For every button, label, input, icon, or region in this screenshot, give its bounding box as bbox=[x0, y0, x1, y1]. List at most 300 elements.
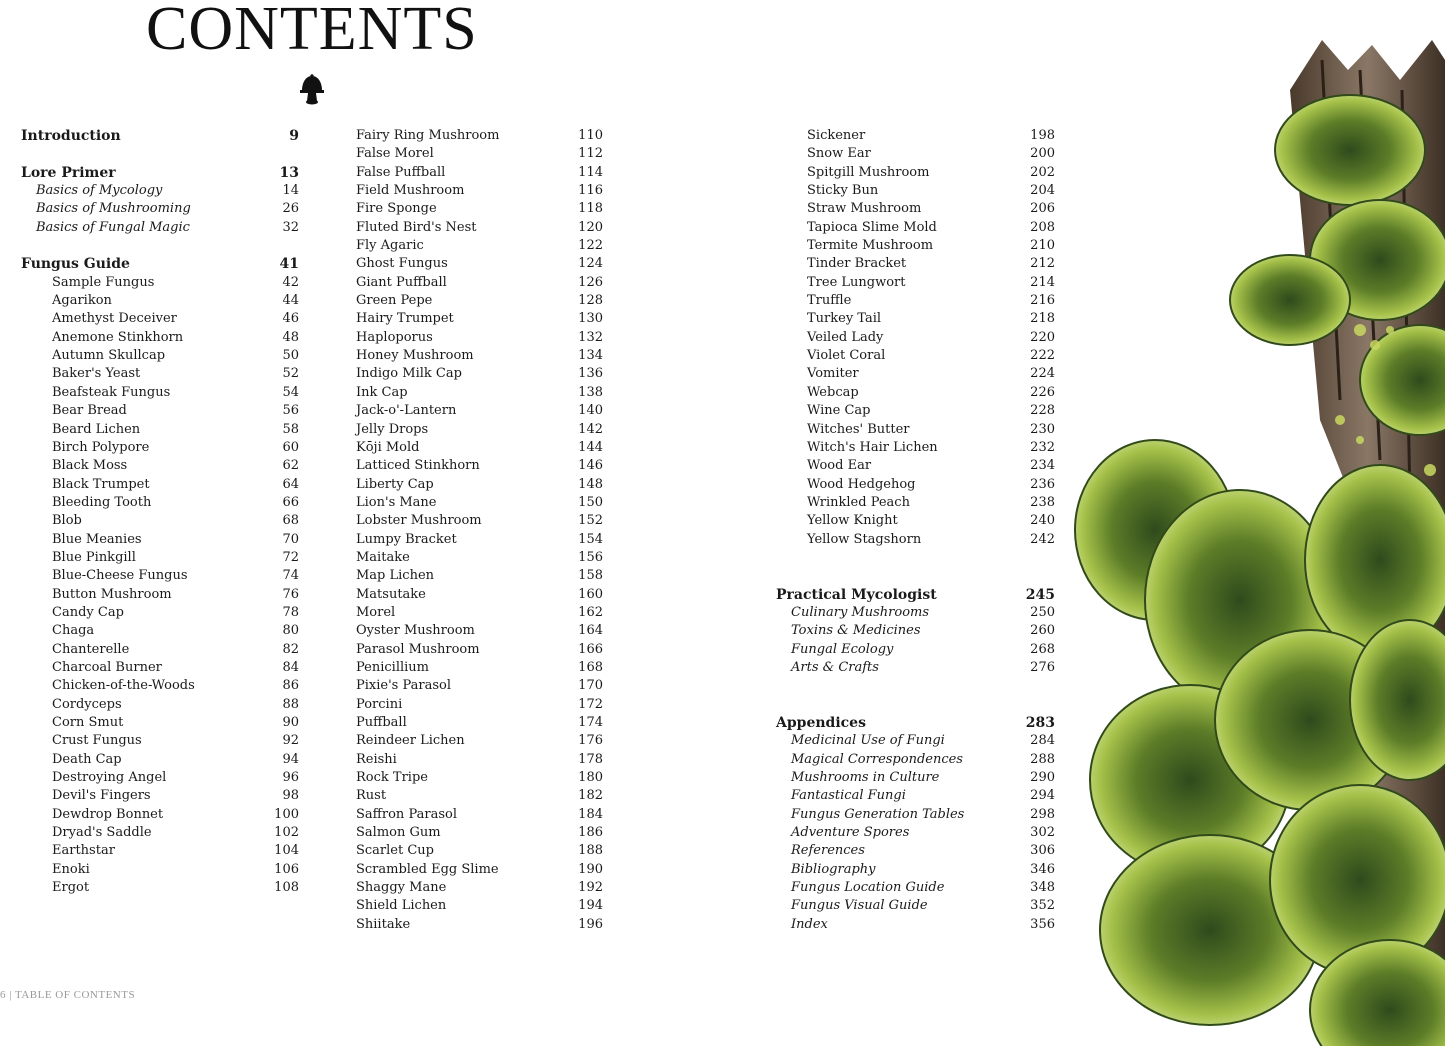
toc-entry-title: Snow Ear bbox=[807, 146, 871, 162]
toc-page-number: 138 bbox=[578, 384, 603, 400]
toc-entry-fairy-ring-mushroom[interactable] bbox=[356, 127, 603, 145]
toc-page-number: 60 bbox=[282, 439, 299, 455]
toc-entry-baker-s-yeast[interactable] bbox=[21, 365, 299, 383]
toc-entry-indigo-milk-cap[interactable] bbox=[356, 365, 603, 383]
toc-entry-mushrooms-in-culture[interactable] bbox=[776, 769, 1055, 787]
toc-entry-title: Devil's Fingers bbox=[52, 788, 151, 804]
toc-entry-k-ji-mold[interactable] bbox=[356, 439, 603, 457]
toc-spacer bbox=[776, 696, 1055, 714]
toc-page-number: 228 bbox=[1030, 403, 1055, 419]
toc-entry-title: Truffle bbox=[807, 293, 852, 309]
toc-section-introduction[interactable] bbox=[21, 127, 299, 145]
toc-entry-title: Button Mushroom bbox=[52, 586, 172, 602]
toc-page-number: 168 bbox=[578, 659, 603, 675]
toc-page-number: 78 bbox=[282, 604, 299, 620]
toc-entry-title: Beard Lichen bbox=[52, 421, 141, 437]
toc-entry-anemone-stinkhorn[interactable] bbox=[21, 329, 299, 347]
toc-entry-title: Candy Cap bbox=[52, 604, 124, 620]
toc-entry-yellow-knight[interactable] bbox=[776, 512, 1055, 530]
toc-page-number: 52 bbox=[282, 366, 299, 382]
toc-entry-title: Introduction bbox=[21, 128, 121, 144]
toc-entry-title: Shiitake bbox=[356, 916, 411, 932]
toc-spacer bbox=[776, 549, 1055, 567]
toc-entry-dryad-s-saddle[interactable] bbox=[21, 824, 299, 842]
toc-entry-crust-fungus[interactable] bbox=[21, 732, 299, 750]
toc-entry-title: Ergot bbox=[52, 880, 90, 896]
toc-entry-sticky-bun[interactable] bbox=[776, 182, 1055, 200]
toc-entry-rust[interactable] bbox=[356, 787, 603, 805]
toc-entry-death-cap[interactable] bbox=[21, 751, 299, 769]
toc-entry-scarlet-cup[interactable] bbox=[356, 842, 603, 860]
toc-page-number: 48 bbox=[282, 329, 299, 345]
toc-page-number: 110 bbox=[578, 128, 603, 143]
toc-entry-title: Blue-Cheese Fungus bbox=[52, 568, 188, 584]
toc-entry-culinary-mushrooms[interactable] bbox=[776, 604, 1055, 622]
toc-page-number: 158 bbox=[578, 568, 603, 584]
toc-entry-wrinkled-peach[interactable] bbox=[776, 494, 1055, 512]
toc-entry-false-morel[interactable] bbox=[356, 145, 603, 163]
toc-entry-pixie-s-parasol[interactable] bbox=[356, 677, 603, 695]
toc-entry-termite-mushroom[interactable] bbox=[776, 237, 1055, 255]
toc-page-number: 96 bbox=[282, 770, 299, 786]
toc-entry-candy-cap[interactable] bbox=[21, 604, 299, 622]
toc-page-number: 174 bbox=[578, 715, 603, 730]
toc-entry-salmon-gum[interactable] bbox=[356, 824, 603, 842]
toc-entry-basics-of-fungal-magic[interactable] bbox=[21, 219, 299, 237]
toc-entry-straw-mushroom[interactable] bbox=[776, 200, 1055, 218]
toc-entry-title: Cordyceps bbox=[52, 696, 122, 712]
toc-entry-title: Penicillium bbox=[356, 659, 429, 675]
toc-entry-title: Turkey Tail bbox=[807, 311, 882, 327]
toc-entry-title: Medicinal Use of Fungi bbox=[791, 733, 945, 749]
toc-entry-title: Magical Correspondences bbox=[791, 751, 963, 767]
toc-entry-title: Fungus Guide bbox=[21, 256, 130, 273]
toc-section-lore-primer[interactable] bbox=[21, 164, 299, 182]
toc-entry-title: Webcap bbox=[807, 384, 859, 400]
toc-page-number: 104 bbox=[274, 843, 299, 859]
toc-entry-title: Beafsteak Fungus bbox=[52, 384, 171, 400]
toc-page-number: 84 bbox=[282, 659, 299, 675]
toc-entry-title: Jack-o'-Lantern bbox=[356, 403, 457, 419]
toc-page-number: 298 bbox=[1030, 806, 1055, 822]
toc-entry-beard-lichen[interactable] bbox=[21, 421, 299, 439]
toc-entry-title: Jelly Drops bbox=[356, 421, 429, 437]
toc-entry-tree-lungwort[interactable] bbox=[776, 274, 1055, 292]
toc-entry-shield-lichen[interactable] bbox=[356, 897, 603, 915]
toc-entry-title: Blue Meanies bbox=[52, 531, 142, 547]
toc-entry-rock-tripe[interactable] bbox=[356, 769, 603, 787]
toc-entry-title: Mushrooms in Culture bbox=[791, 770, 940, 786]
toc-entry-fungus-visual-guide[interactable] bbox=[776, 897, 1055, 915]
toc-section-fungus-guide[interactable] bbox=[21, 255, 299, 273]
toc-entry-saffron-parasol[interactable] bbox=[356, 806, 603, 824]
toc-entry-title: Baker's Yeast bbox=[52, 366, 141, 382]
toc-entry-title: Bibliography bbox=[791, 861, 876, 877]
toc-entry-wine-cap[interactable] bbox=[776, 402, 1055, 420]
toc-page-number: 240 bbox=[1030, 513, 1055, 529]
toc-entry-vomiter[interactable] bbox=[776, 365, 1055, 383]
toc-entry-wood-ear[interactable] bbox=[776, 457, 1055, 475]
toc-page-number: 222 bbox=[1030, 348, 1055, 364]
mushroom-icon bbox=[299, 74, 325, 106]
toc-entry-maitake[interactable] bbox=[356, 549, 603, 567]
toc-entry-title: Dryad's Saddle bbox=[52, 825, 152, 841]
toc-entry-blue-cheese-fungus[interactable] bbox=[21, 567, 299, 585]
toc-entry-arts-crafts[interactable] bbox=[776, 659, 1055, 677]
toc-entry-scrambled-egg-slime[interactable] bbox=[356, 861, 603, 879]
toc-section-appendices[interactable] bbox=[776, 714, 1055, 732]
toc-page-number: 26 bbox=[282, 201, 299, 217]
toc-entry-title: Liberty Cap bbox=[356, 476, 434, 492]
toc-page-number: 346 bbox=[1030, 861, 1055, 877]
toc-entry-title: Amethyst Deceiver bbox=[52, 311, 177, 327]
toc-page-number: 212 bbox=[1030, 256, 1055, 272]
toc-entry-violet-coral[interactable] bbox=[776, 347, 1055, 365]
toc-entry-index[interactable] bbox=[776, 916, 1055, 934]
toc-page-number: 184 bbox=[578, 806, 603, 822]
toc-page-number: 68 bbox=[282, 513, 299, 529]
toc-page-number: 136 bbox=[578, 366, 603, 382]
toc-entry-title: Birch Polypore bbox=[52, 439, 150, 455]
toc-entry-haploporus[interactable] bbox=[356, 329, 603, 347]
turkey-tail-fungus-illustration bbox=[1060, 0, 1445, 1046]
toc-entry-title: Oyster Mushroom bbox=[356, 623, 475, 639]
toc-page-number: 188 bbox=[578, 843, 603, 859]
toc-entry-basics-of-mycology[interactable] bbox=[21, 182, 299, 200]
toc-entry-title: Practical Mycologist bbox=[776, 586, 937, 603]
toc-column-middle bbox=[356, 127, 603, 934]
toc-entry-title: Rust bbox=[356, 788, 387, 804]
toc-entry-adventure-spores[interactable] bbox=[776, 824, 1055, 842]
toc-entry-title: Sickener bbox=[807, 128, 866, 143]
toc-entry-shaggy-mane[interactable] bbox=[356, 879, 603, 897]
toc-page-number: 74 bbox=[282, 568, 299, 584]
toc-entry-title: Blue Pinkgill bbox=[52, 549, 136, 565]
toc-entry-false-puffball[interactable] bbox=[356, 164, 603, 182]
toc-entry-title: Fungus Visual Guide bbox=[791, 898, 928, 914]
toc-page-number: 146 bbox=[578, 458, 603, 474]
toc-entry-dewdrop-bonnet[interactable] bbox=[21, 806, 299, 824]
toc-entry-title: Dewdrop Bonnet bbox=[52, 806, 164, 822]
toc-entry-autumn-skullcap[interactable] bbox=[21, 347, 299, 365]
toc-entry-reindeer-lichen[interactable] bbox=[356, 732, 603, 750]
toc-entry-fungus-location-guide[interactable] bbox=[776, 879, 1055, 897]
toc-entry-jack-o-lantern[interactable] bbox=[356, 402, 603, 420]
toc-page-number: 172 bbox=[578, 696, 603, 712]
toc-page-number: 208 bbox=[1030, 219, 1055, 235]
toc-page-number: 66 bbox=[282, 494, 299, 510]
toc-page-number: 41 bbox=[279, 256, 299, 273]
toc-entry-title: Wood Hedgehog bbox=[807, 476, 916, 492]
toc-page-number: 220 bbox=[1030, 329, 1055, 345]
toc-page-number: 50 bbox=[282, 348, 299, 364]
toc-entry-title: Lore Primer bbox=[21, 164, 116, 181]
toc-entry-earthstar[interactable] bbox=[21, 842, 299, 860]
toc-entry-spitgill-mushroom[interactable] bbox=[776, 164, 1055, 182]
toc-entry-fungus-generation-tables[interactable] bbox=[776, 806, 1055, 824]
toc-entry-giant-puffball[interactable] bbox=[356, 274, 603, 292]
toc-entry-amethyst-deceiver[interactable] bbox=[21, 310, 299, 328]
toc-entry-yellow-stagshorn[interactable] bbox=[776, 531, 1055, 549]
toc-entry-beafsteak-fungus[interactable] bbox=[21, 384, 299, 402]
toc-page-number: 268 bbox=[1030, 641, 1055, 657]
toc-page-number: 100 bbox=[274, 806, 299, 822]
toc-entry-webcap[interactable] bbox=[776, 384, 1055, 402]
toc-page-number: 290 bbox=[1030, 770, 1055, 786]
toc-entry-medicinal-use-of-fungi[interactable] bbox=[776, 732, 1055, 750]
toc-entry-lion-s-mane[interactable] bbox=[356, 494, 603, 512]
toc-entry-title: Fungal Ecology bbox=[791, 641, 894, 657]
toc-page-number: 62 bbox=[282, 458, 299, 474]
toc-entry-agarikon[interactable] bbox=[21, 292, 299, 310]
toc-entry-title: Rock Tripe bbox=[356, 770, 428, 786]
toc-entry-sickener[interactable] bbox=[776, 127, 1055, 145]
toc-entry-title: Earthstar bbox=[52, 843, 115, 859]
toc-page-number: 196 bbox=[578, 916, 603, 932]
toc-entry-title: Honey Mushroom bbox=[356, 348, 474, 364]
toc-entry-title: Toxins & Medicines bbox=[791, 623, 921, 639]
toc-spacer bbox=[21, 145, 299, 163]
toc-entry-title: Scarlet Cup bbox=[356, 843, 434, 859]
toc-entry-title: Culinary Mushrooms bbox=[791, 604, 930, 620]
toc-entry-wood-hedgehog[interactable] bbox=[776, 476, 1055, 494]
toc-entry-title: Bleeding Tooth bbox=[52, 494, 152, 510]
toc-entry-chanterelle[interactable] bbox=[21, 641, 299, 659]
toc-page-number: 238 bbox=[1030, 494, 1055, 510]
toc-entry-devil-s-fingers[interactable] bbox=[21, 787, 299, 805]
toc-entry-title: Corn Smut bbox=[52, 715, 124, 730]
toc-entry-title: Wood Ear bbox=[807, 458, 872, 474]
toc-page-number: 226 bbox=[1030, 384, 1055, 400]
toc-entry-title: Basics of Mycology bbox=[36, 183, 163, 199]
toc-entry-title: Violet Coral bbox=[807, 348, 886, 364]
page-title: CONTENTS bbox=[146, 0, 478, 63]
toc-entry-ink-cap[interactable] bbox=[356, 384, 603, 402]
toc-entry-title: Destroying Angel bbox=[52, 770, 167, 786]
toc-page-number: 348 bbox=[1030, 880, 1055, 896]
toc-entry-bibliography[interactable] bbox=[776, 861, 1055, 879]
toc-entry-cordyceps[interactable] bbox=[21, 696, 299, 714]
toc-entry-title: Witch's Hair Lichen bbox=[807, 439, 938, 455]
toc-entry-blue-meanies[interactable] bbox=[21, 531, 299, 549]
toc-entry-title: Chicken-of-the-Woods bbox=[52, 678, 195, 694]
toc-entry-reishi[interactable] bbox=[356, 751, 603, 769]
toc-page-number: 194 bbox=[578, 898, 603, 914]
toc-entry-tinder-bracket[interactable] bbox=[776, 255, 1055, 273]
toc-page-number: 206 bbox=[1030, 201, 1055, 217]
toc-entry-title: Bear Bread bbox=[52, 403, 127, 419]
toc-page-number: 70 bbox=[282, 531, 299, 547]
toc-page-number: 200 bbox=[1030, 146, 1055, 162]
toc-entry-honey-mushroom[interactable] bbox=[356, 347, 603, 365]
toc-entry-title: Crust Fungus bbox=[52, 733, 142, 749]
toc-column-right bbox=[776, 127, 1055, 934]
toc-page-number: 92 bbox=[282, 733, 299, 749]
toc-page-number: 54 bbox=[282, 384, 299, 400]
toc-spacer bbox=[21, 237, 299, 255]
toc-entry-shiitake[interactable] bbox=[356, 916, 603, 934]
toc-entry-title: Porcini bbox=[356, 696, 403, 712]
toc-entry-charcoal-burner[interactable] bbox=[21, 659, 299, 677]
toc-entry-green-pepe[interactable] bbox=[356, 292, 603, 310]
toc-entry-birch-polypore[interactable] bbox=[21, 439, 299, 457]
toc-entry-fire-sponge[interactable] bbox=[356, 200, 603, 218]
toc-entry-parasol-mushroom[interactable] bbox=[356, 641, 603, 659]
toc-entry-black-trumpet[interactable] bbox=[21, 476, 299, 494]
toc-page-number: 72 bbox=[282, 549, 299, 565]
toc-entry-enoki[interactable] bbox=[21, 861, 299, 879]
toc-page-number: 148 bbox=[578, 476, 603, 492]
toc-entry-bear-bread[interactable] bbox=[21, 402, 299, 420]
toc-entry-button-mushroom[interactable] bbox=[21, 586, 299, 604]
toc-entry-title: False Morel bbox=[356, 146, 434, 162]
toc-page-number: 156 bbox=[578, 549, 603, 565]
toc-entry-corn-smut[interactable] bbox=[21, 714, 299, 732]
toc-entry-title: Agarikon bbox=[52, 293, 112, 309]
toc-entry-title: Field Mushroom bbox=[356, 183, 465, 199]
toc-page-number: 106 bbox=[274, 861, 299, 877]
toc-section-practical-mycologist[interactable] bbox=[776, 586, 1055, 604]
toc-entry-morel[interactable] bbox=[356, 604, 603, 622]
toc-entry-snow-ear[interactable] bbox=[776, 145, 1055, 163]
toc-entry-latticed-stinkhorn[interactable] bbox=[356, 457, 603, 475]
toc-page-number: 204 bbox=[1030, 183, 1055, 199]
toc-entry-lobster-mushroom[interactable] bbox=[356, 512, 603, 530]
toc-page-number: 46 bbox=[282, 311, 299, 327]
toc-entry-toxins-medicines[interactable] bbox=[776, 622, 1055, 640]
toc-page-number: 218 bbox=[1030, 311, 1055, 327]
toc-entry-ghost-fungus[interactable] bbox=[356, 255, 603, 273]
toc-entry-title: Black Trumpet bbox=[52, 476, 150, 492]
toc-entry-penicillium[interactable] bbox=[356, 659, 603, 677]
toc-page-number: 58 bbox=[282, 421, 299, 437]
toc-entry-sample-fungus[interactable] bbox=[21, 274, 299, 292]
toc-entry-field-mushroom[interactable] bbox=[356, 182, 603, 200]
toc-page-number: 224 bbox=[1030, 366, 1055, 382]
toc-page-number: 180 bbox=[578, 770, 603, 786]
toc-entry-title: Salmon Gum bbox=[356, 825, 441, 841]
toc-spacer bbox=[776, 567, 1055, 585]
toc-entry-hairy-trumpet[interactable] bbox=[356, 310, 603, 328]
toc-entry-title: Fairy Ring Mushroom bbox=[356, 128, 500, 143]
toc-entry-title: Fire Sponge bbox=[356, 201, 437, 217]
toc-page-number: 102 bbox=[274, 825, 299, 841]
toc-entry-title: Parasol Mushroom bbox=[356, 641, 480, 657]
toc-entry-references[interactable] bbox=[776, 842, 1055, 860]
toc-entry-title: Hairy Trumpet bbox=[356, 311, 454, 327]
toc-entry-chicken-of-the-woods[interactable] bbox=[21, 677, 299, 695]
toc-entry-turkey-tail[interactable] bbox=[776, 310, 1055, 328]
toc-entry-tapioca-slime-mold[interactable] bbox=[776, 219, 1055, 237]
toc-entry-ergot[interactable] bbox=[21, 879, 299, 897]
toc-page-number: 178 bbox=[578, 751, 603, 767]
toc-entry-title: Fluted Bird's Nest bbox=[356, 219, 477, 235]
toc-page-number: 42 bbox=[282, 274, 299, 290]
toc-page-number: 114 bbox=[578, 164, 603, 180]
toc-page-number: 134 bbox=[578, 348, 603, 364]
toc-page-number: 90 bbox=[282, 715, 299, 730]
toc-page-number: 232 bbox=[1030, 439, 1055, 455]
toc-entry-title: Vomiter bbox=[807, 366, 859, 382]
toc-entry-bleeding-tooth[interactable] bbox=[21, 494, 299, 512]
toc-entry-title: Fantastical Fungi bbox=[791, 788, 906, 804]
toc-entry-witches-butter[interactable] bbox=[776, 421, 1055, 439]
toc-entry-title: Matsutake bbox=[356, 586, 426, 602]
toc-entry-blob[interactable] bbox=[21, 512, 299, 530]
toc-entry-title: Haploporus bbox=[356, 329, 433, 345]
toc-entry-title: Kōji Mold bbox=[356, 439, 420, 455]
toc-page-number: 166 bbox=[578, 641, 603, 657]
toc-page-number: 56 bbox=[282, 403, 299, 419]
toc-page-number: 230 bbox=[1030, 421, 1055, 437]
toc-entry-jelly-drops[interactable] bbox=[356, 421, 603, 439]
toc-page-number: 216 bbox=[1030, 293, 1055, 309]
toc-entry-title: Fly Agaric bbox=[356, 238, 424, 254]
toc-page-number: 202 bbox=[1030, 164, 1055, 180]
toc-entry-title: References bbox=[791, 843, 865, 859]
toc-entry-title: Chanterelle bbox=[52, 641, 130, 657]
toc-entry-chaga[interactable] bbox=[21, 622, 299, 640]
toc-entry-destroying-angel[interactable] bbox=[21, 769, 299, 787]
toc-entry-truffle[interactable] bbox=[776, 292, 1055, 310]
toc-entry-title: Indigo Milk Cap bbox=[356, 366, 462, 382]
toc-entry-title: Appendices bbox=[776, 715, 866, 731]
toc-entry-title: Maitake bbox=[356, 549, 410, 565]
toc-page-number: 140 bbox=[578, 403, 603, 419]
toc-entry-matsutake[interactable] bbox=[356, 586, 603, 604]
toc-entry-title: Saffron Parasol bbox=[356, 806, 457, 822]
toc-page-number: 210 bbox=[1030, 238, 1055, 254]
toc-entry-fantastical-fungi[interactable] bbox=[776, 787, 1055, 805]
toc-entry-puffball[interactable] bbox=[356, 714, 603, 732]
toc-entry-title: False Puffball bbox=[356, 164, 446, 180]
toc-entry-title: Sample Fungus bbox=[52, 274, 155, 290]
toc-entry-title: Lumpy Bracket bbox=[356, 531, 457, 547]
toc-page-number: 198 bbox=[1030, 128, 1055, 143]
toc-page-number: 176 bbox=[578, 733, 603, 749]
toc-page-number: 108 bbox=[274, 880, 299, 896]
toc-entry-title: Fungus Location Guide bbox=[791, 880, 945, 896]
toc-entry-basics-of-mushrooming[interactable] bbox=[21, 200, 299, 218]
toc-entry-blue-pinkgill[interactable] bbox=[21, 549, 299, 567]
toc-entry-title: Basics of Fungal Magic bbox=[36, 219, 190, 235]
toc-entry-porcini[interactable] bbox=[356, 696, 603, 714]
toc-entry-fluted-bird-s-nest[interactable] bbox=[356, 219, 603, 237]
toc-entry-lumpy-bracket[interactable] bbox=[356, 531, 603, 549]
toc-entry-title: Ink Cap bbox=[356, 384, 408, 400]
toc-entry-title: Scrambled Egg Slime bbox=[356, 861, 499, 877]
toc-entry-fungal-ecology[interactable] bbox=[776, 641, 1055, 659]
toc-entry-oyster-mushroom[interactable] bbox=[356, 622, 603, 640]
toc-page-number: 294 bbox=[1030, 788, 1055, 804]
toc-page-number: 260 bbox=[1030, 623, 1055, 639]
toc-entry-title: Latticed Stinkhorn bbox=[356, 458, 480, 474]
toc-page-number: 306 bbox=[1030, 843, 1055, 859]
toc-page-number: 352 bbox=[1030, 898, 1055, 914]
toc-entry-map-lichen[interactable] bbox=[356, 567, 603, 585]
toc-entry-witch-s-hair-lichen[interactable] bbox=[776, 439, 1055, 457]
toc-entry-black-moss[interactable] bbox=[21, 457, 299, 475]
toc-entry-fly-agaric[interactable] bbox=[356, 237, 603, 255]
toc-entry-title: Anemone Stinkhorn bbox=[52, 329, 184, 345]
toc-page-number: 190 bbox=[578, 861, 603, 877]
toc-page-number: 192 bbox=[578, 880, 603, 896]
toc-entry-title: Puffball bbox=[356, 715, 407, 730]
toc-entry-liberty-cap[interactable] bbox=[356, 476, 603, 494]
toc-entry-title: Adventure Spores bbox=[791, 825, 910, 841]
toc-entry-veiled-lady[interactable] bbox=[776, 329, 1055, 347]
toc-entry-magical-correspondences[interactable] bbox=[776, 751, 1055, 769]
